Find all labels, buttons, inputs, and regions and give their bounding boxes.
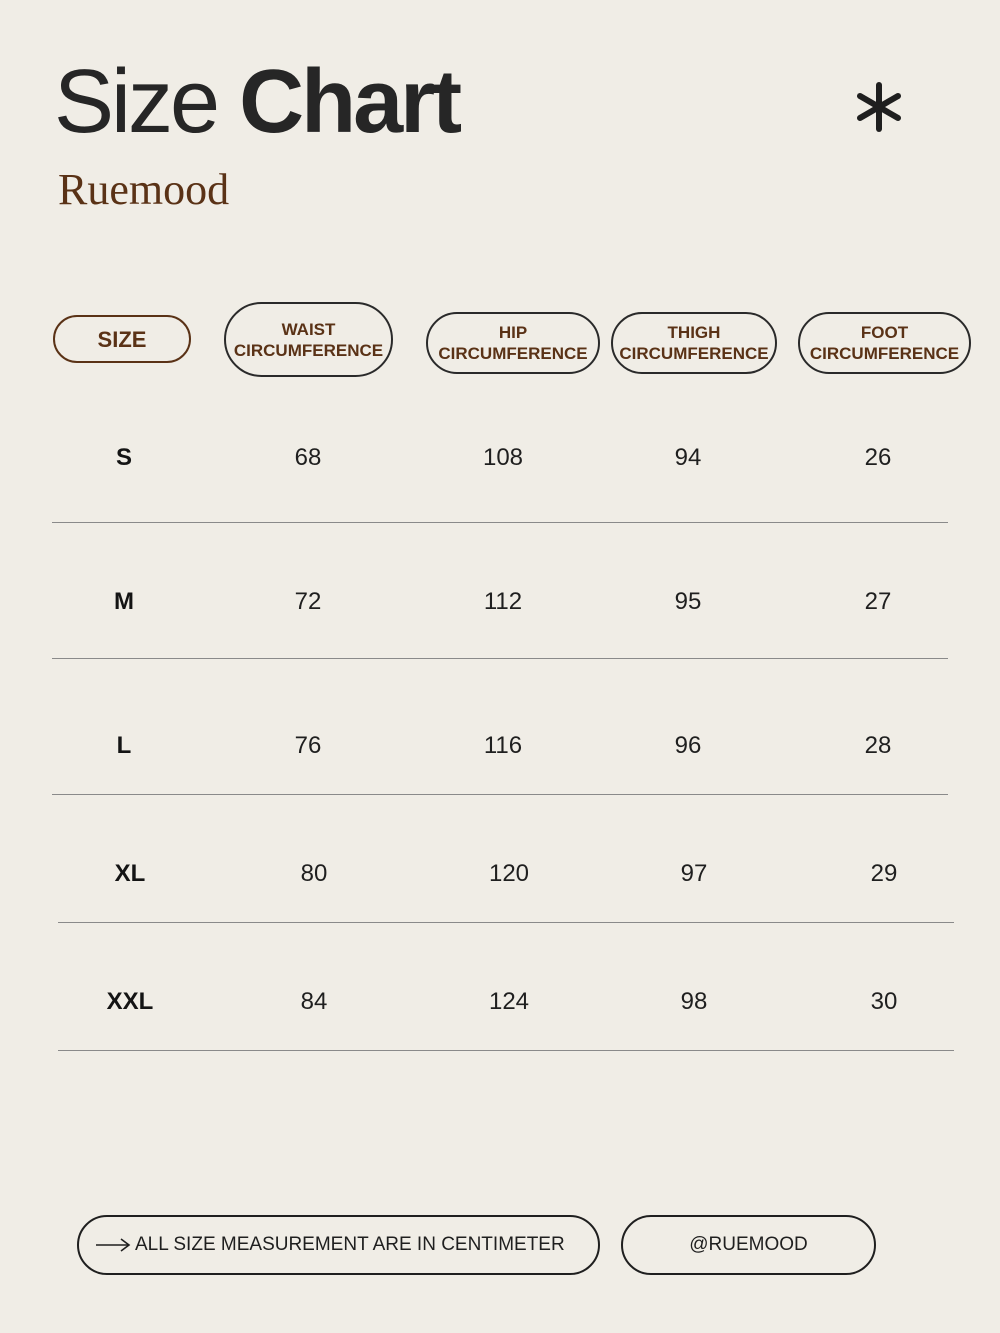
header-thigh: [611, 312, 777, 374]
row-divider: [58, 1050, 954, 1051]
social-handle: [621, 1215, 876, 1275]
row-xxl-foot: 30: [870, 988, 898, 1015]
row-l-foot: 28: [864, 732, 892, 759]
header-size: [53, 315, 191, 363]
page-title: [54, 52, 459, 152]
row-l-thigh: 96: [674, 732, 702, 759]
measurement-note-text: ALL SIZE MEASUREMENT ARE IN CENTIMETER: [135, 1234, 565, 1255]
row-m-waist: 72: [294, 588, 322, 615]
brand-name: Ruemood: [58, 165, 230, 214]
header-thigh-line1: THIGH: [667, 323, 721, 342]
header-foot-line1: FOOT: [860, 323, 909, 342]
row-l-hip: 116: [483, 732, 523, 759]
header-hip: [426, 312, 600, 374]
row-xxl-hip: 124: [488, 988, 530, 1015]
row-s-hip: 108: [482, 444, 524, 471]
header-thigh-line2: CIRCUMFERENCE: [619, 344, 769, 363]
header-waist-line2: CIRCUMFERENCE: [233, 340, 384, 360]
header-hip-line1: HIP: [498, 323, 528, 342]
row-xl-waist: 80: [300, 860, 328, 887]
header-size-label: SIZE: [97, 326, 147, 352]
arrow-right-icon: [95, 1237, 131, 1253]
row-xl-size: XL: [114, 860, 146, 887]
row-xl-foot: 29: [870, 860, 898, 887]
row-xxl-size: XXL: [106, 988, 154, 1015]
row-m-hip: 112: [483, 588, 523, 615]
row-divider: [58, 922, 954, 923]
header-foot: [798, 312, 971, 374]
row-l-size: L: [116, 732, 132, 759]
social-handle-text: @RUEMOOD: [689, 1234, 808, 1255]
title-light: Size: [54, 52, 218, 152]
row-xxl-waist: 84: [300, 988, 328, 1015]
row-divider: [52, 658, 948, 659]
row-s-waist: 68: [294, 444, 322, 471]
row-l-waist: 76: [294, 732, 322, 759]
row-xl-thigh: 97: [680, 860, 708, 887]
row-divider: [52, 794, 948, 795]
row-xl-hip: 120: [488, 860, 530, 887]
header-hip-line2: CIRCUMFERENCE: [438, 344, 588, 363]
header-waist-line1: WAIST: [281, 319, 336, 339]
row-divider: [52, 522, 948, 523]
header-waist: [224, 302, 393, 377]
measurement-note: [77, 1215, 600, 1275]
row-m-thigh: 95: [674, 588, 702, 615]
row-xxl-thigh: 98: [680, 988, 708, 1015]
row-m-size: M: [114, 588, 134, 615]
asterisk-icon: [852, 80, 906, 134]
row-m-foot: 27: [864, 588, 892, 615]
header-foot-line2: CIRCUMFERENCE: [809, 344, 960, 363]
row-s-size: S: [115, 444, 132, 471]
title-bold: Chart: [239, 52, 460, 152]
row-s-thigh: 94: [674, 444, 702, 471]
row-s-foot: 26: [864, 444, 892, 471]
